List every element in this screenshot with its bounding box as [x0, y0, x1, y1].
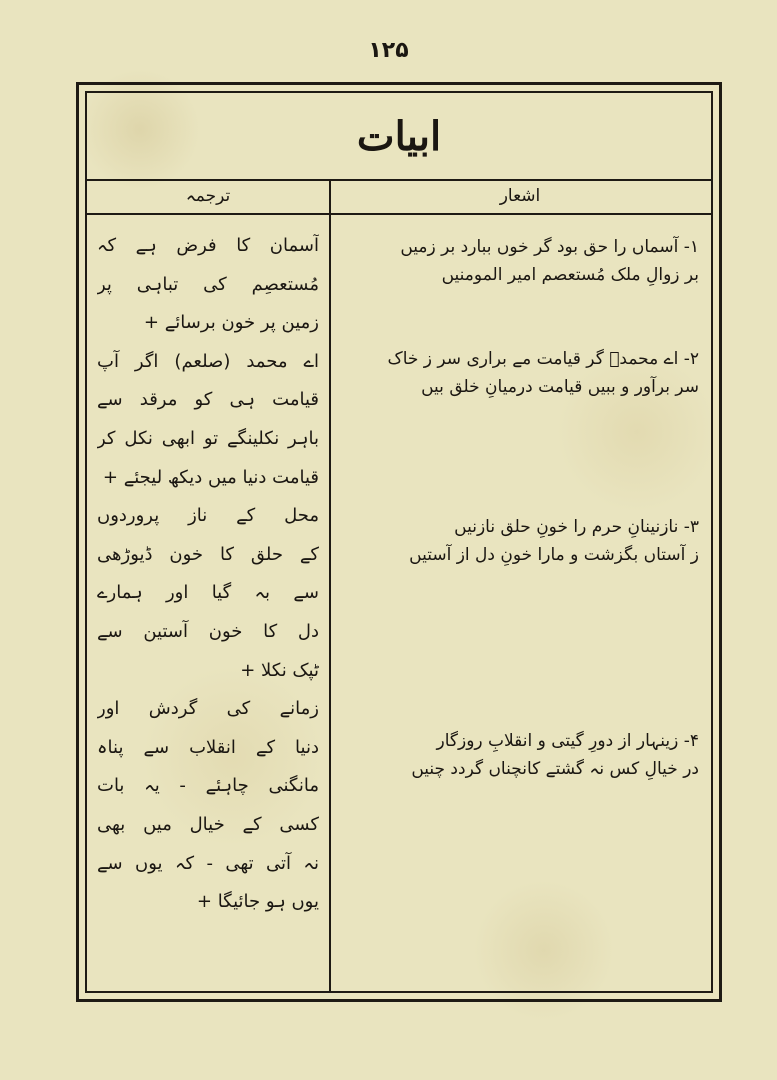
verse-line: بر زوالِ ملک مُستعصم امیر المومنیں: [441, 265, 699, 285]
page-frame: [76, 82, 722, 1002]
translation-line: مانگنی چاہئے - یہ بات: [97, 775, 319, 797]
translation-line: اے محمد (صلعم) اگر آپ: [97, 350, 319, 372]
page-number: ۱۲۵: [368, 38, 409, 63]
verse-1: [339, 233, 699, 289]
verse-line: ۳- نازنینانِ حرم را خونِ حلق نازنیں: [454, 517, 699, 537]
translation-column-header: ترجمہ: [185, 186, 231, 206]
translation-line: زمین پر خون برسائے +: [143, 312, 319, 334]
translation-line: دل کا خون آستین سے: [97, 620, 319, 642]
verse-2: [339, 345, 699, 401]
verse-line: ۴- زینہار از دورِ گیتی و انقلابِ روزگار: [436, 731, 699, 751]
translation-line: آسمان کا فرض ہے کہ: [97, 235, 319, 256]
verse-line: ۲- اے محمدؐ گر قیامت مے براری سر ز خاک: [387, 349, 699, 369]
translation-line: دنیا کے انقلاب سے پناہ: [97, 736, 319, 758]
translation-line: قیامت دنیا میں دیکھ لیجئے +: [102, 466, 319, 488]
translation-line: یوں ہو جائیگا +: [196, 891, 319, 913]
verse-line: سر برآور و ببیں قیامت درمیانِ خلق بیں: [421, 377, 699, 397]
translation-line: مُستعصِم کی تباہی پر: [97, 273, 319, 295]
translation-line: زمانے کی گردش اور: [97, 698, 319, 720]
translation-line: کے حلق کا خون ڈیوڑھی: [97, 543, 319, 565]
translation-line: ٹپک نکلا +: [240, 659, 319, 681]
translation-line: قیامت ہی کو مرقد سے: [97, 389, 319, 411]
translation-line: کسی کے خیال میں بھی: [97, 813, 319, 835]
translation-line: محل کے ناز پروردوں: [97, 505, 319, 527]
verses-column: [331, 215, 711, 991]
translation-line: نہ آتی تھی - کہ یوں سے: [97, 852, 319, 874]
header-row: [87, 179, 711, 215]
translation-line: سے بہ گیا اور ہمارے: [97, 582, 319, 604]
verse-line: ۱- آسماں را حق بود گر خوں ببارد بر زمیں: [400, 237, 699, 257]
verse-line: ز آستاں بگزشت و مارا خونِ دل از آستیں: [409, 545, 699, 565]
table: [85, 91, 713, 993]
verses-column-header: اشعار: [499, 186, 541, 206]
translation-column: [87, 215, 329, 991]
title-row: [87, 93, 711, 181]
verse-3: [339, 513, 699, 569]
page-title: ابیات: [356, 112, 442, 160]
verse-4: [339, 727, 699, 783]
translation-line: باہر نکلینگے تو ابھی نکل کر: [97, 427, 319, 449]
verse-line: در خیالِ کس نہ گشتے کانچناں گردد چنیں: [411, 759, 699, 779]
